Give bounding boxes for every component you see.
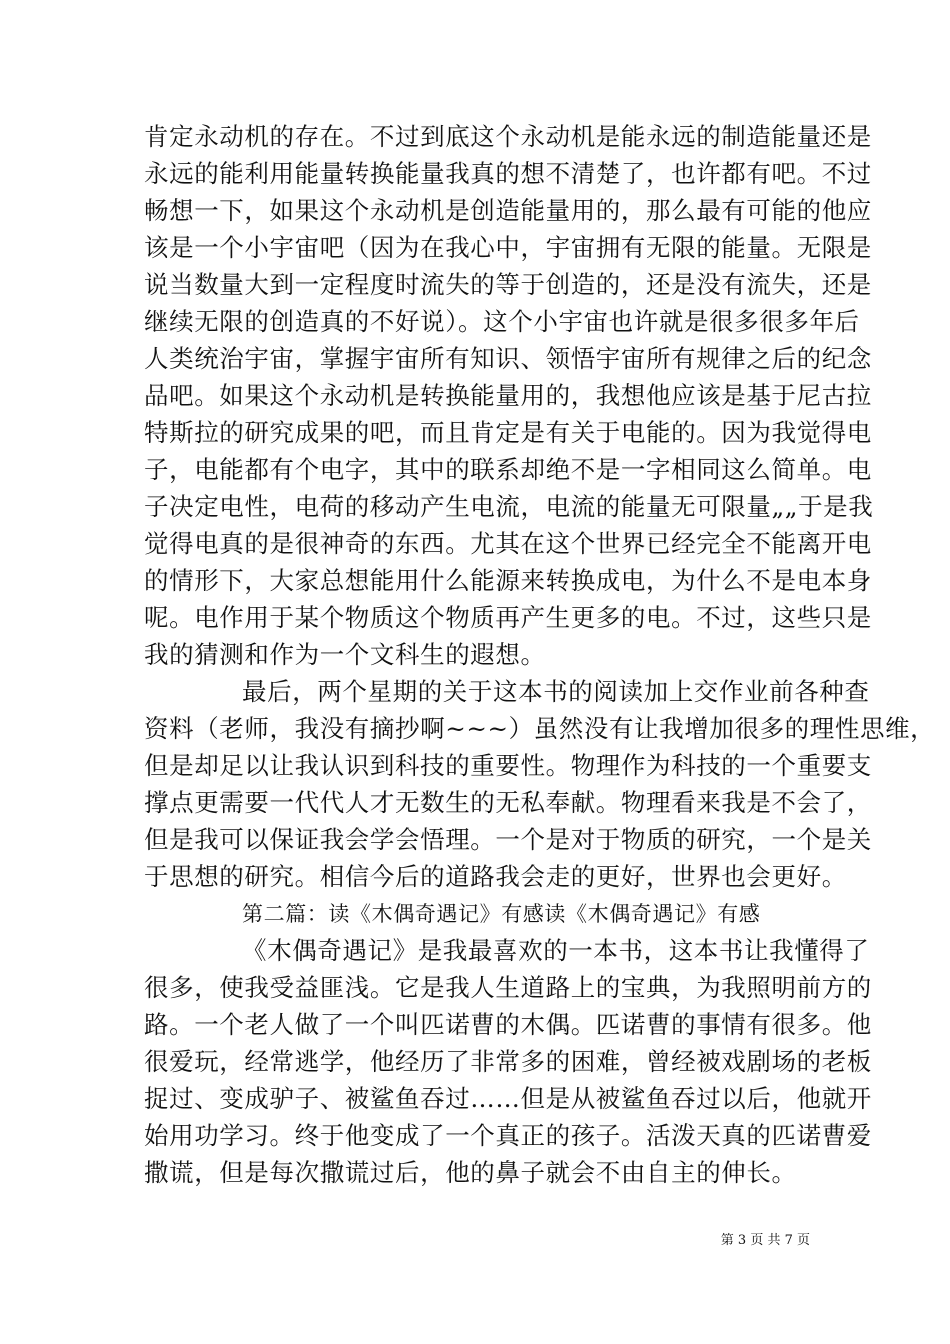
body-line: 畅想一下，如果这个永动机是创造能量用的，那么最有可能的他应 bbox=[144, 196, 872, 225]
body-line: 的情形下，大家总想能用什么能源来转换成电，为什么不是电本身 bbox=[144, 566, 872, 595]
body-line: 子，电能都有个电字，其中的联系却绝不是一字相同这么简单。电 bbox=[144, 455, 872, 484]
body-line: 说当数量大到一定程度时流失的等于创造的，还是没有流失，还是 bbox=[144, 270, 872, 299]
body-line: 继续无限的创造真的不好说）。这个小宇宙也许就是很多很多年后 bbox=[144, 307, 860, 336]
paragraph-first-line: 《木偶奇遇记》是我最喜欢的一本书，这本书让我懂得了 bbox=[242, 936, 870, 965]
body-line: 很多，使我受益匪浅。它是我人生道路上的宝典，为我照明前方的 bbox=[144, 973, 872, 1002]
body-line: 品吧。如果这个永动机是转换能量用的，我想他应该是基于尼古拉 bbox=[144, 381, 872, 410]
body-line: 肯定永动机的存在。不过到底这个永动机是能永远的制造能量还是 bbox=[144, 122, 872, 151]
body-line: 我的猜测和作为一个文科生的遐想。 bbox=[144, 640, 546, 669]
page-number-footer: 第 3 页 共 7 页 bbox=[720, 1233, 810, 1248]
body-line: 但是我可以保证我会学会悟理。一个是对于物质的研究，一个是关 bbox=[144, 825, 872, 854]
body-line: 该是一个小宇宙吧（因为在我心中，宇宙拥有无限的能量。无限是 bbox=[144, 233, 872, 262]
body-line: 于思想的研究。相信今后的道路我会走的更好，世界也会更好。 bbox=[144, 862, 847, 891]
body-line: 觉得电真的是很神奇的东西。尤其在这个世界已经完全不能离开电 bbox=[144, 529, 872, 558]
body-line: 子决定电性，电荷的移动产生电流，电流的能量无可限量„„于是我 bbox=[144, 492, 874, 521]
body-line: 但是却足以让我认识到科技的重要性。物理作为科技的一个重要支 bbox=[144, 751, 872, 780]
paragraph-first-line: 最后，两个星期的关于这本书的阅读加上交作业前各种查 bbox=[242, 677, 870, 706]
body-line: 特斯拉的研究成果的吧，而且肯定是有关于电能的。因为我觉得电 bbox=[144, 418, 872, 447]
body-line: 始用功学习。终于他变成了一个真正的孩子。活泼天真的匹诺曹爱 bbox=[144, 1121, 872, 1150]
section-heading: 第二篇：读《木偶奇遇记》有感读《木偶奇遇记》有感 bbox=[242, 902, 761, 926]
body-line: 撒谎，但是每次撒谎过后，他的鼻子就会不由自主的伸长。 bbox=[144, 1158, 797, 1187]
body-line: 资料（老师，我没有摘抄啊~~~）虽然没有让我增加很多的理性思维， bbox=[144, 714, 936, 743]
body-line: 呢。电作用于某个物质这个物质再产生更多的电。不过，这些只是 bbox=[144, 603, 872, 632]
body-line: 捉过、变成驴子、被鲨鱼吞过……但是从被鲨鱼吞过以后，他就开 bbox=[144, 1084, 872, 1113]
body-line: 很爱玩，经常逃学，他经历了非常多的困难，曾经被戏剧场的老板 bbox=[144, 1047, 872, 1076]
body-line: 路。一个老人做了一个叫匹诺曹的木偶。匹诺曹的事情有很多。他 bbox=[144, 1010, 872, 1039]
body-line: 撑点更需要一代代人才无数生的无私奉献。物理看来我是不会了， bbox=[144, 788, 872, 817]
body-line: 永远的能利用能量转换能量我真的想不清楚了，也许都有吧。不过 bbox=[144, 159, 872, 188]
body-line: 人类统治宇宙，掌握宇宙所有知识、领悟宇宙所有规律之后的纪念 bbox=[144, 344, 872, 373]
